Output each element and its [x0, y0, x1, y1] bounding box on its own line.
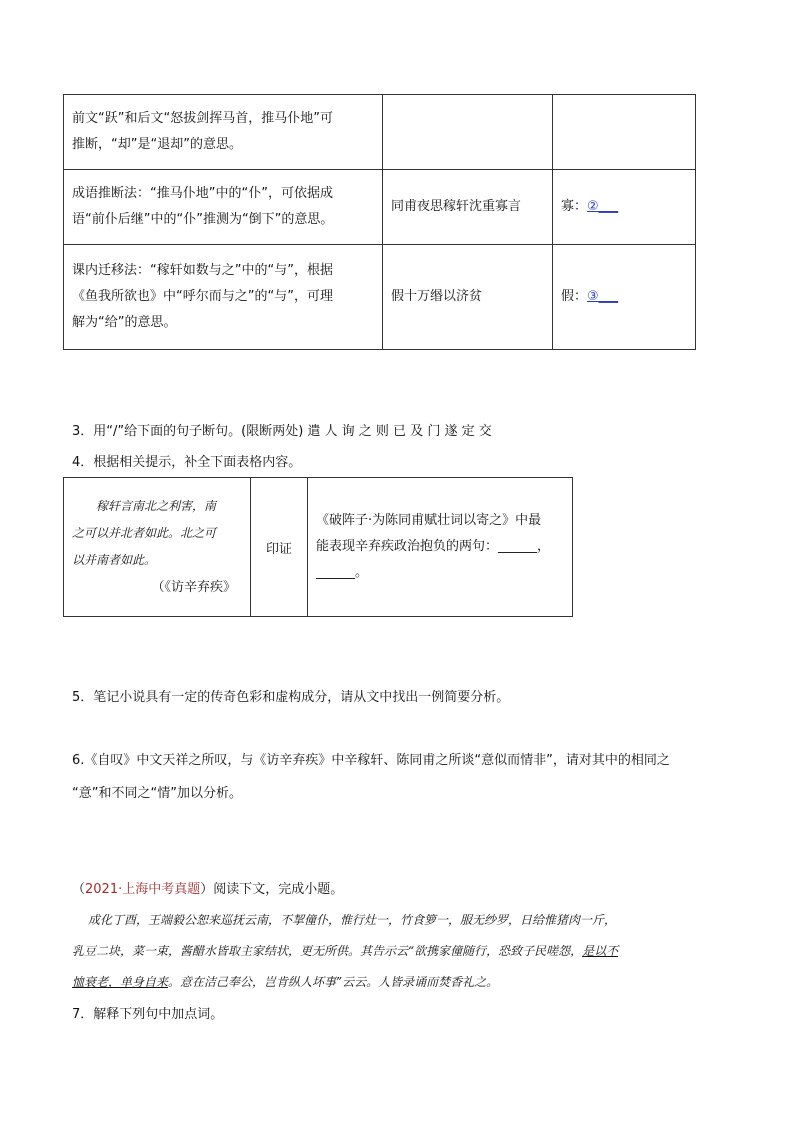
method-table — [63, 94, 696, 350]
passage-line-2: 乳豆二块，菜一束，酱醋水皆取主家结状，更无所供。其告示云“欲携家僮随行，恐致子民嗟怨，是以不 — [72, 944, 619, 958]
quote-cell: 稼轩言南北之利害，南 之可以并北者如此。北之可 以并南者如此。 （《访辛弃疾》 — [64, 478, 251, 617]
question-6-line-1: 6.《自叹》中文天祥之所叹，与《访辛弃疾》中辛稼轩、陈同甫之所谈“意似而情非”，请对其中的相同之 — [72, 753, 670, 768]
passage-line-3: 恤衰老，单身自来。意在洁己奉公，岂肯纵人坏事”云云。人皆录诵而焚香礼之。 — [72, 975, 499, 989]
table-row — [64, 170, 696, 245]
source-line: （2021·上海中考真题）阅读下文，完成小题。 — [72, 882, 344, 897]
underlined-phrase: 恤衰老，单身自来 — [72, 975, 169, 989]
verify-label: 印证 — [251, 478, 308, 617]
evidence-table — [63, 477, 573, 617]
table-row — [64, 478, 573, 617]
sentence-cell: 同甫夜思稼轩沈重寡言 — [383, 170, 553, 245]
answer-cell — [553, 95, 696, 170]
source-link[interactable]: 2021·上海中考真题 — [85, 882, 201, 897]
method-cell: 成语推断法：“推马仆地”中的“仆”，可依据成 语“前仆后继”中的“仆”推测为“倒下”的意思。 — [64, 170, 383, 245]
answer-blank[interactable]: ③___ — [587, 289, 619, 304]
table-row — [64, 245, 696, 350]
fill-cell[interactable]: 《破阵子·为陈同甫赋壮词以寄之》中最 能表现辛弃疾政治抱负的两句：______， ______。 — [308, 478, 573, 617]
underlined-phrase: 是以不 — [582, 944, 619, 958]
question-3: 3．用“/”给下面的句子断句。(限断两处) 遣 人 询 之 则 已 及 门 遂 定 交 — [72, 424, 492, 439]
question-6-line-2: “意”和不同之“情”加以分析。 — [72, 786, 242, 801]
table-row — [64, 95, 696, 170]
question-5: 5．笔记小说具有一定的传奇色彩和虚构成分，请从文中找出一例简要分析。 — [72, 690, 510, 705]
sentence-cell — [383, 95, 553, 170]
passage-line-1: 成化丁酉，王端毅公恕来巡抚云南，不挈僮仆，惟行灶一，竹食箩一，服无纱罗，日给惟猪肉一斤， — [88, 913, 617, 927]
method-cell: 课内迁移法：“稼轩如数与之”中的“与”，根据 《鱼我所欲也》中“呼尔而与之”的“与”，可理 解为“给”的意思。 — [64, 245, 383, 350]
answer-blank[interactable]: ②___ — [587, 199, 619, 214]
question-4: 4．根据相关提示，补全下面表格内容。 — [72, 455, 302, 470]
answer-cell[interactable]: 寡：②___ — [553, 170, 696, 245]
method-cell: 前文“跃”和后文“怒拔剑挥马首，推马仆地”可 推断，“却”是“退却”的意思。 — [64, 95, 383, 170]
sentence-cell: 假十万缗以济贫 — [383, 245, 553, 350]
question-7: 7．解释下列句中加点词。 — [72, 1007, 224, 1022]
answer-cell[interactable]: 假：③___ — [553, 245, 696, 350]
